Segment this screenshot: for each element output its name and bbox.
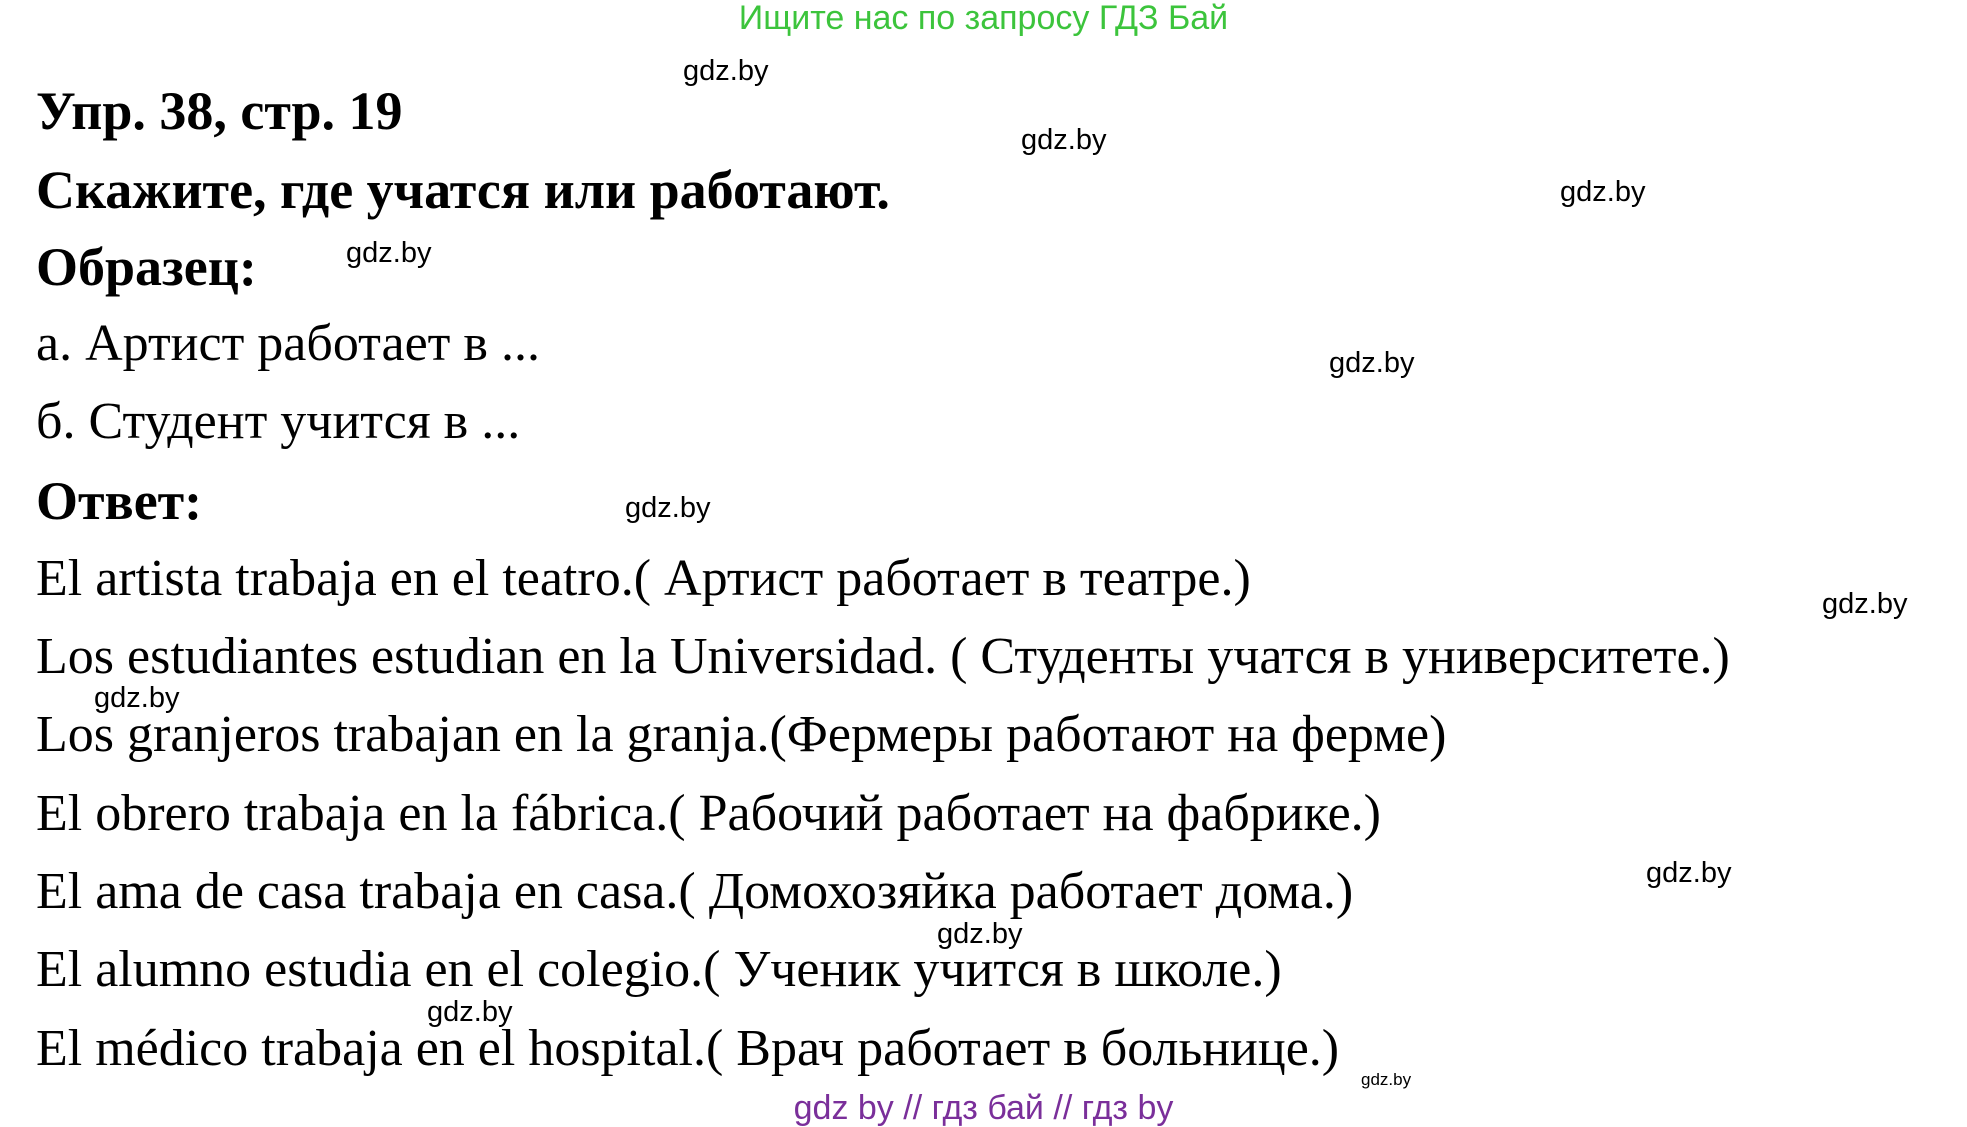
answer-line-2: Los estudiantes estudian en la Universidad. ( Студенты учатся в университете.) bbox=[36, 628, 1730, 685]
sample-item-a: а. Артист работает в ... bbox=[36, 315, 540, 372]
answer-line-4: El obrero trabaja en la fábrica.( Рабочий работает на фабрике.) bbox=[36, 785, 1381, 842]
watermark: gdz.by bbox=[937, 918, 1023, 950]
watermark: gdz.by bbox=[1329, 347, 1415, 379]
answer-label: Ответ: bbox=[36, 471, 203, 531]
exercise-title: Упр. 38, стр. 19 bbox=[36, 81, 403, 141]
site-footer: gdz by // гдз бай // гдз by bbox=[793, 1089, 1174, 1127]
watermark: gdz.by bbox=[1822, 588, 1908, 620]
watermark: gdz.by bbox=[683, 55, 769, 87]
sample-item-b: б. Студент учится в ... bbox=[36, 393, 521, 450]
watermark: gdz.by bbox=[1646, 857, 1732, 889]
answer-line-3: Los granjeros trabajan en la granja.(Фермеры работают на ферме) bbox=[36, 706, 1447, 763]
watermark: gdz.by bbox=[427, 996, 513, 1028]
watermark: gdz.by bbox=[1361, 1070, 1412, 1089]
watermark: gdz.by bbox=[94, 682, 180, 714]
answer-line-7: El médico trabaja en el hospital.( Врач работает в больнице.) bbox=[36, 1020, 1340, 1077]
watermark: gdz.by bbox=[625, 492, 711, 524]
site-banner: Ищите нас по запросу ГДЗ Бай bbox=[738, 0, 1229, 37]
answer-line-5: El ama de casa trabaja en casa.( Домохозяйка работает дома.) bbox=[36, 863, 1354, 920]
watermark: gdz.by bbox=[1560, 176, 1646, 208]
answer-line-6: El alumno estudia en el colegio.( Ученик учится в школе.) bbox=[36, 941, 1282, 998]
watermark: gdz.by bbox=[1021, 124, 1107, 156]
task-heading: Скажите, где учатся или работают. bbox=[36, 160, 890, 220]
answer-line-1: El artista trabaja en el teatro.( Артист работает в театре.) bbox=[36, 550, 1251, 607]
sample-label: Образец: bbox=[36, 237, 257, 297]
watermark: gdz.by bbox=[346, 237, 432, 269]
